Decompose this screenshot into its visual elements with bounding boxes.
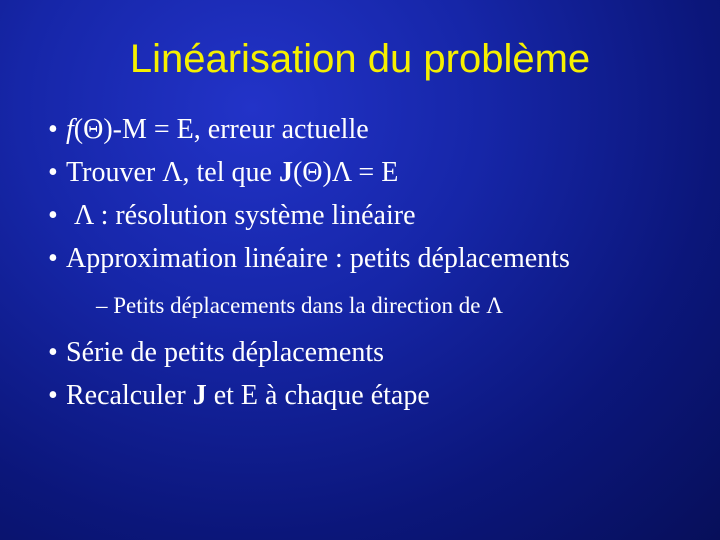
dash-marker: – <box>96 293 108 318</box>
bullet-marker: • <box>48 337 58 368</box>
close-paren: ) <box>322 157 332 188</box>
bullet-item-3 <box>48 199 416 233</box>
bullet-item-2 <box>48 156 398 190</box>
lambda-symbol: Λ <box>162 157 183 188</box>
bullet-item-1 <box>48 113 369 147</box>
open-paren: ( <box>73 114 84 145</box>
bullet-marker: • <box>48 157 58 188</box>
jacobian-j: J <box>192 380 207 411</box>
open-paren: ( <box>292 157 303 188</box>
theta-symbol: Θ <box>302 157 323 188</box>
bullet-item-6 <box>48 379 430 413</box>
theta-symbol: Θ <box>83 114 104 145</box>
lambda-symbol: Λ <box>331 157 352 188</box>
bullet-text: et E à chaque étape <box>206 380 430 411</box>
bullet-item-4 <box>48 242 570 276</box>
bullet-text: , tel que <box>182 157 279 188</box>
bullet-item-5 <box>48 336 384 370</box>
bullet-text: = E <box>351 157 399 188</box>
lambda-symbol: Λ <box>74 200 94 231</box>
lambda-symbol: Λ <box>486 293 503 318</box>
bullet-text: Approximation linéaire : petits déplacements <box>66 243 570 274</box>
bullet-text: : résolution système linéaire <box>93 200 416 231</box>
bullet-text: Série de petits déplacements <box>66 337 384 368</box>
sub-bullet-item <box>96 292 503 320</box>
bullet-text: Trouver <box>66 157 163 188</box>
bullet-text: Recalculer <box>66 380 193 411</box>
function-f: f <box>66 114 74 145</box>
bullet-marker: • <box>48 243 58 274</box>
sub-bullet-text: Petits déplacements dans la direction de <box>113 293 487 318</box>
bullet-marker: • <box>48 114 58 145</box>
bullet-marker: • <box>48 380 58 411</box>
slide-title: Linéarisation du problème <box>129 37 591 81</box>
bullet-text: )-M = E, erreur actuelle <box>103 114 369 145</box>
bullet-marker: • <box>48 200 58 231</box>
jacobian-j: J <box>278 157 293 188</box>
